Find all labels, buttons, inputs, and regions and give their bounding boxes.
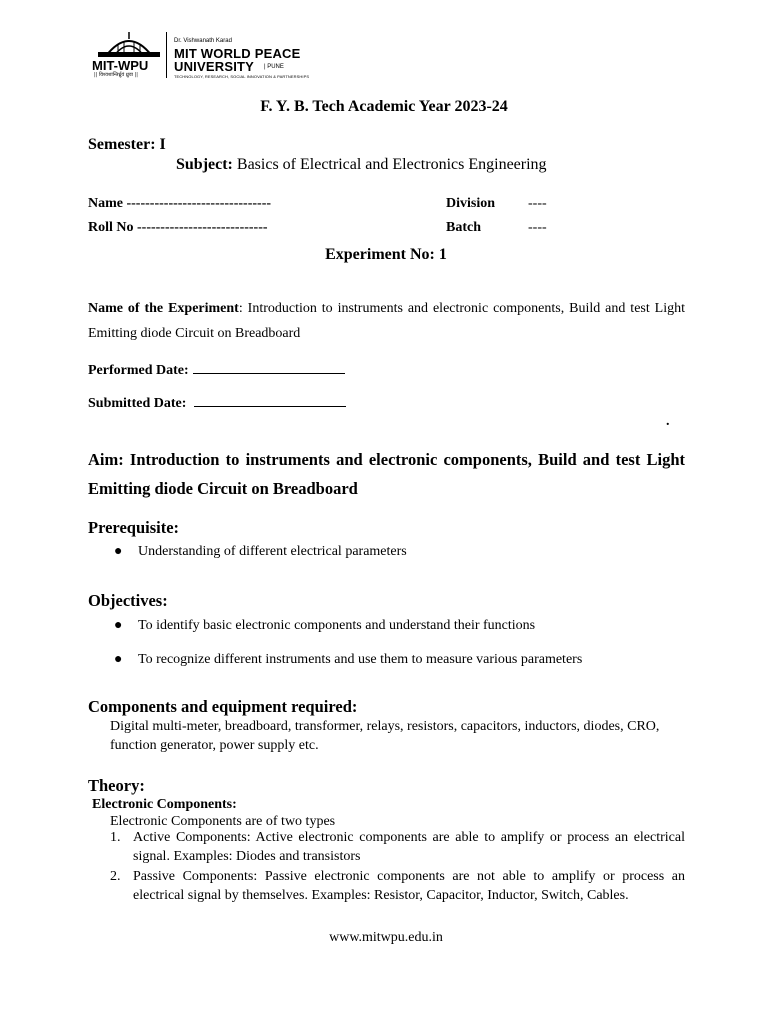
- logo-city: | PUNE: [264, 64, 284, 70]
- logo-founder: Dr. Vishwanath Karad: [174, 38, 232, 44]
- roll-no-field: [88, 220, 268, 236]
- logo-tagline: || विश्वशान्तिर्ध्रुवं ध्रुवा ||: [94, 72, 138, 78]
- performed-date-line: [193, 360, 345, 374]
- batch-value: ----: [528, 220, 547, 235]
- submitted-date-label: Submitted Date:: [88, 396, 187, 411]
- logo-motto: TECHNOLOGY, RESEARCH, SOCIAL INNOVATION & PARTNERSHIPS: [174, 74, 310, 79]
- name-field: [88, 196, 271, 212]
- theory-heading: Theory:: [88, 776, 145, 795]
- list-number: 1.: [110, 830, 121, 845]
- list-number: 2.: [110, 869, 121, 884]
- prerequisite-item-text: Understanding of different electrical parameters: [138, 544, 407, 559]
- components-heading: Components and equipment required:: [88, 697, 358, 716]
- submitted-date-row: [88, 393, 346, 412]
- batch-label-text: Batch: [446, 220, 481, 235]
- subject-value: Basics of Electrical and Electronics Engineering: [232, 156, 547, 173]
- objective-item: [114, 618, 535, 634]
- bullet-icon: ●: [114, 618, 123, 633]
- university-logo: [92, 30, 312, 82]
- logo-university-line2: UNIVERSITY: [174, 59, 255, 74]
- bullet-icon: ●: [114, 652, 123, 667]
- footer-website: www.mitwpu.edu.in: [329, 930, 443, 945]
- bullet-icon: ●: [114, 544, 123, 559]
- objective-item-text: To recognize different instruments and use them to measure various parameters: [138, 652, 583, 667]
- list-item-text: Passive Components: Passive electronic components are not able to amplify or process an electrical signal by themselves. Examples: Resistor, Capacitor, Inductor, Switch, Cables.: [133, 869, 685, 903]
- components-text: Digital multi-meter, breadboard, transformer, relays, resistors, capacitors, inductors, diodes, CRO, function generator, power supply etc.: [110, 719, 660, 753]
- aim-paragraph: Aim: Introduction to instruments and electronic components, Build and test Light Emitting diode Circuit on Breadboard: [88, 450, 685, 498]
- logo-abbrev: MIT-WPU: [92, 58, 149, 73]
- experiment-name-label: Name of the Experiment: [88, 301, 239, 316]
- experiment-name: [88, 296, 685, 346]
- theory-subheading: Electronic Components:: [92, 797, 237, 812]
- academic-year-heading: F. Y. B. Tech Academic Year 2023-24: [260, 98, 508, 115]
- performed-date-label: Performed Date:: [88, 363, 189, 378]
- list-item-text: Active Components: Active electronic components are able to amplify or process an electrical signal. Examples: Diodes and transistors: [133, 830, 685, 864]
- theory-list-item: [110, 867, 685, 905]
- submitted-date-line: [194, 393, 346, 407]
- prerequisite-heading: Prerequisite:: [88, 518, 180, 537]
- objectives-heading: Objectives:: [88, 591, 168, 610]
- performed-date-row: [88, 360, 345, 379]
- subject-line: [176, 156, 547, 174]
- subject-label: Subject:: [176, 156, 233, 173]
- name-label: Name -------------------------------: [88, 196, 272, 211]
- experiment-number: Experiment No: 1: [325, 246, 447, 263]
- division-label: [446, 196, 495, 212]
- objective-item-text: To identify basic electronic components and understand their functions: [138, 618, 536, 633]
- logo-university-line1: MIT WORLD PEACE: [174, 46, 301, 61]
- logo-divider: [166, 32, 167, 78]
- division-value: ----: [528, 196, 547, 211]
- roll-no-label: Roll No ----------------------------: [88, 220, 268, 235]
- theory-intro: Electronic Components are of two types: [110, 814, 336, 829]
- division-label-text: Division: [446, 196, 496, 211]
- stray-mark: .: [666, 414, 670, 429]
- semester-heading: Semester: I: [88, 136, 166, 153]
- objective-item: [114, 652, 582, 668]
- prerequisite-item: [114, 544, 407, 560]
- experiment-name-value: : Introduction to instruments and electronic components, Build and test Light Emitting diode Circuit on Breadboard: [88, 301, 686, 341]
- batch-label: [446, 220, 481, 236]
- theory-list-item: [110, 828, 685, 866]
- dome-emblem-icon: [96, 32, 162, 58]
